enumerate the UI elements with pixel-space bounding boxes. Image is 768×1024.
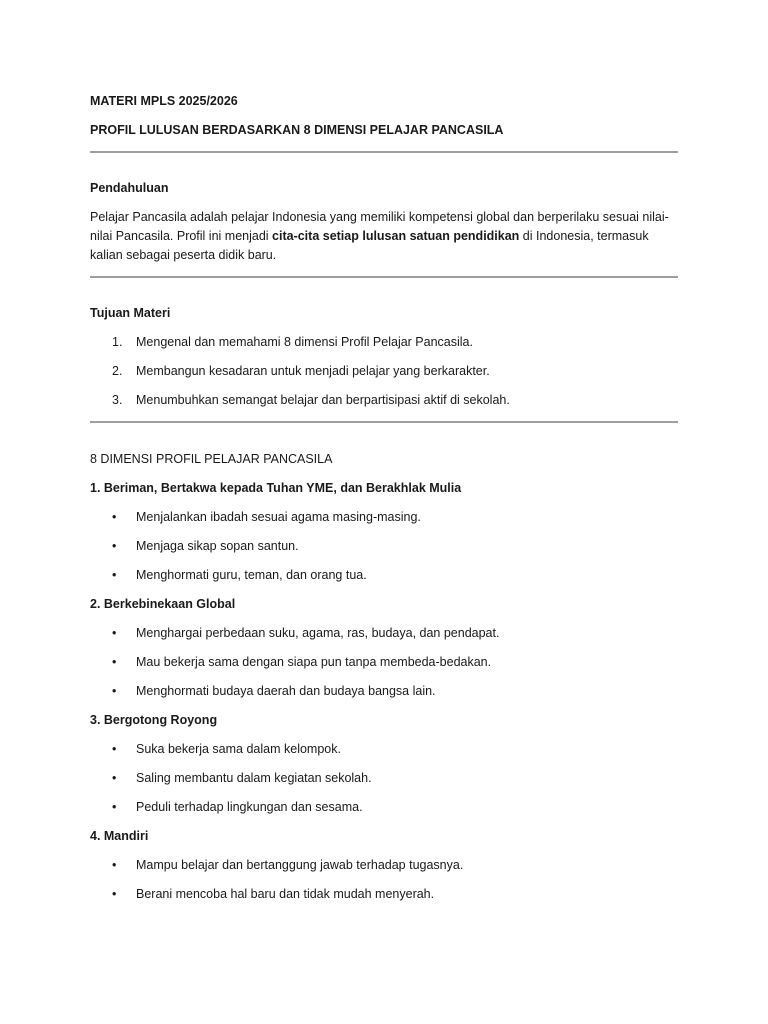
list-item: Saling membantu dalam kegiatan sekolah. bbox=[136, 771, 372, 785]
bullet-icon: • bbox=[112, 510, 117, 524]
list-number: 3. bbox=[112, 393, 123, 407]
horizontal-rule bbox=[90, 276, 678, 278]
list-number: 1. bbox=[112, 335, 123, 349]
list-item: Menumbuhkan semangat belajar dan berpartisipasi aktif di sekolah. bbox=[136, 393, 510, 407]
list-item: Mau bekerja sama dengan siapa pun tanpa membeda-bedakan. bbox=[136, 655, 492, 669]
bullet-icon: • bbox=[112, 626, 117, 640]
bullet-icon: • bbox=[112, 771, 117, 785]
document-title: MATERI MPLS 2025/2026 bbox=[90, 94, 238, 108]
horizontal-rule bbox=[90, 421, 678, 423]
bullet-icon: • bbox=[112, 742, 117, 756]
dimensi-heading: 8 DIMENSI PROFIL PELAJAR PANCASILA bbox=[90, 452, 333, 466]
tujuan-heading: Tujuan Materi bbox=[90, 306, 171, 320]
bullet-icon: • bbox=[112, 539, 117, 553]
section-title: 1. Beriman, Bertakwa kepada Tuhan YME, dan Berakhlak Mulia bbox=[90, 481, 462, 495]
bullet-icon: • bbox=[112, 568, 117, 582]
list-item: Menghormati guru, teman, dan orang tua. bbox=[136, 568, 367, 582]
pendahuluan-text-bold: cita-cita setiap lulusan satuan pendidikan bbox=[272, 229, 520, 243]
list-item: Menjalankan ibadah sesuai agama masing-masing. bbox=[136, 510, 421, 524]
list-item: Membangun kesadaran untuk menjadi pelajar yang berkarakter. bbox=[136, 364, 490, 378]
section-title: 3. Bergotong Royong bbox=[90, 713, 218, 727]
pendahuluan-heading: Pendahuluan bbox=[90, 181, 169, 195]
list-item: Mampu belajar dan bertanggung jawab terhadap tugasnya. bbox=[136, 858, 464, 872]
list-item: Mengenal dan memahami 8 dimensi Profil Pelajar Pancasila. bbox=[136, 335, 473, 349]
bullet-icon: • bbox=[112, 887, 117, 901]
list-item: Menghargai perbedaan suku, agama, ras, budaya, dan pendapat. bbox=[136, 626, 500, 640]
horizontal-rule bbox=[90, 151, 678, 153]
list-number: 2. bbox=[112, 364, 123, 378]
pendahuluan-text-after: di Indonesia, termasuk kalian sebagai peserta didik baru. bbox=[90, 229, 649, 262]
document-subtitle: PROFIL LULUSAN BERDASARKAN 8 DIMENSI PELAJAR PANCASILA bbox=[90, 123, 504, 137]
list-item: Menghormati budaya daerah dan budaya bangsa lain. bbox=[136, 684, 436, 698]
bullet-icon: • bbox=[112, 858, 117, 872]
bullet-icon: • bbox=[112, 800, 117, 814]
bullet-icon: • bbox=[112, 655, 117, 669]
list-item: Suka bekerja sama dalam kelompok. bbox=[136, 742, 341, 756]
section-title: 2. Berkebinekaan Global bbox=[90, 597, 236, 611]
list-item: Berani mencoba hal baru dan tidak mudah menyerah. bbox=[136, 887, 435, 901]
pendahuluan-paragraph bbox=[90, 208, 678, 265]
list-item: Peduli terhadap lingkungan dan sesama. bbox=[136, 800, 363, 814]
section-title: 4. Mandiri bbox=[90, 829, 149, 843]
pendahuluan-text-before: Pelajar Pancasila adalah pelajar Indonesia yang memiliki kompetensi global dan berperilaku sesuai nilai-nilai Pancasila. Profil ini menjadi bbox=[90, 210, 669, 243]
list-item: Menjaga sikap sopan santun. bbox=[136, 539, 299, 553]
bullet-icon: • bbox=[112, 684, 117, 698]
